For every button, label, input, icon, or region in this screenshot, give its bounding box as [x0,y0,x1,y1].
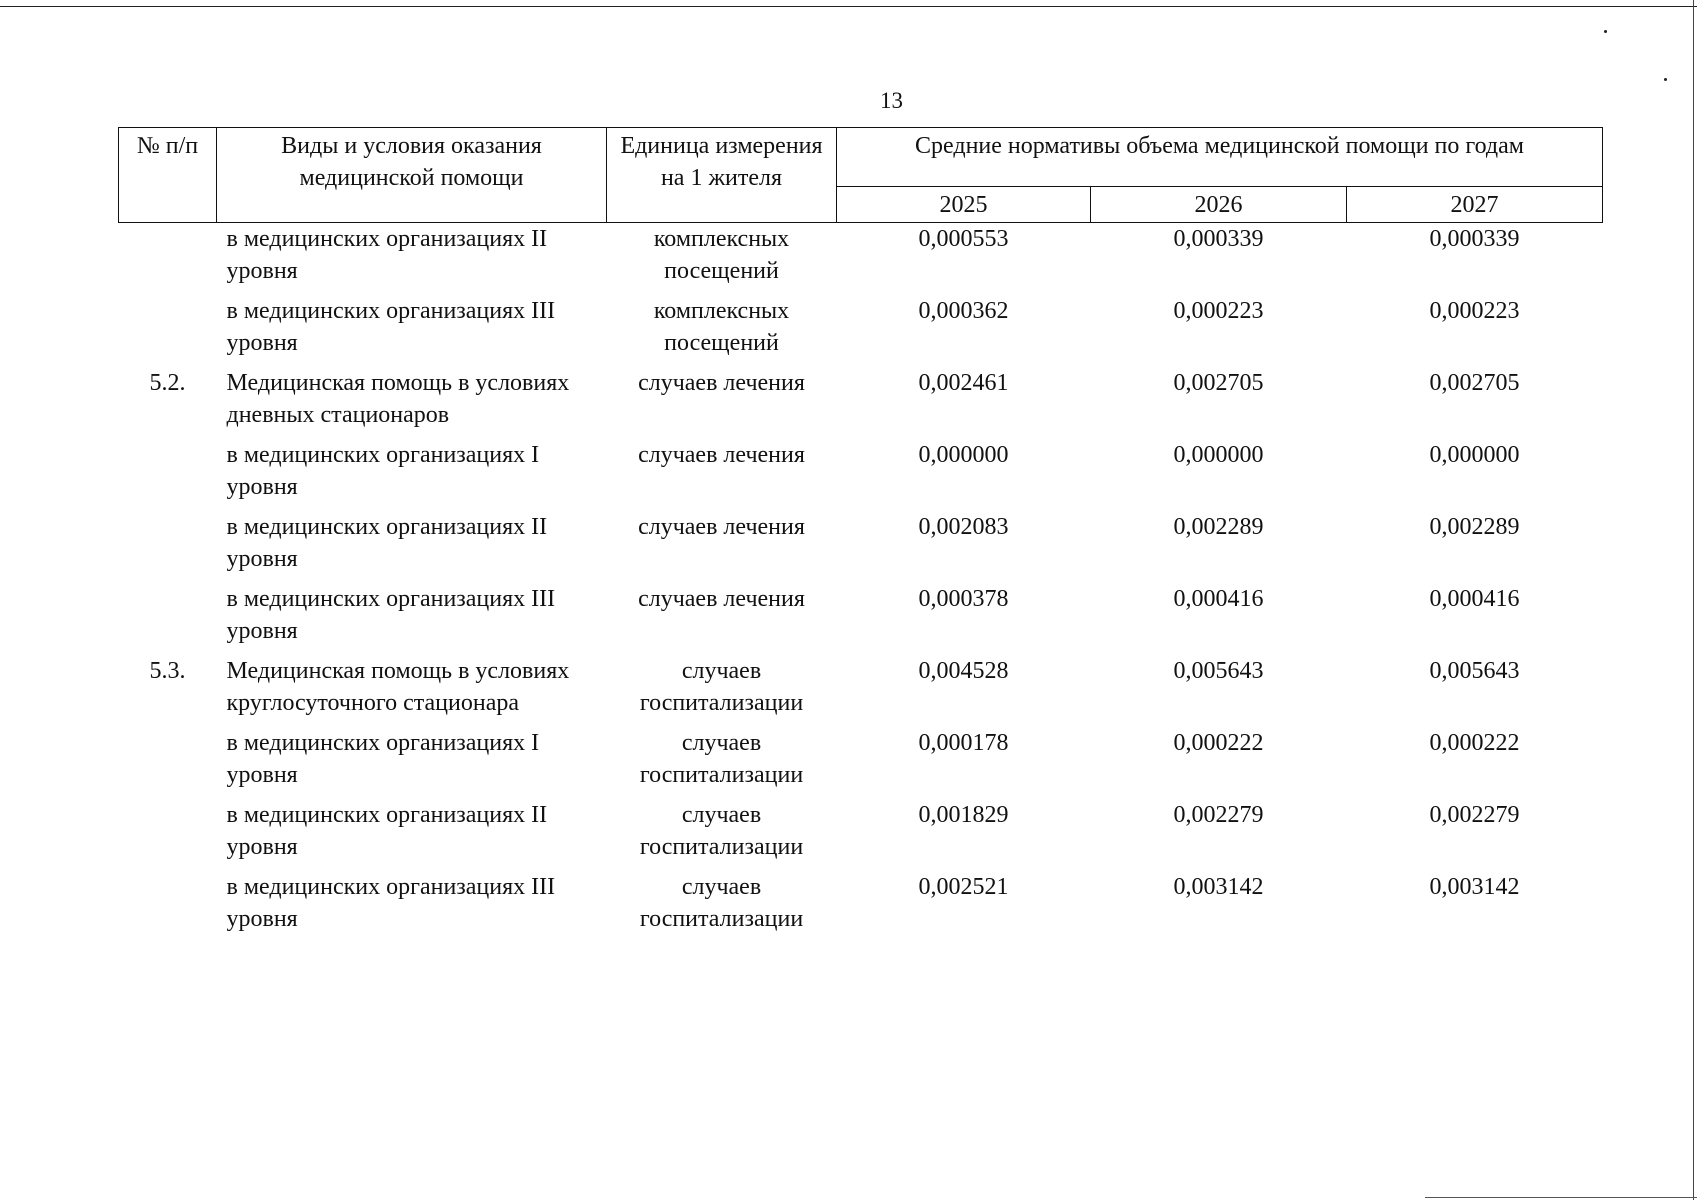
table-row [119,727,1603,799]
row-name: в медицинских организациях III уровня [226,586,556,644]
row-number [119,583,217,655]
value-2027: 0,000416 [1429,586,1520,612]
row-name: в медицинских организациях III уровня [226,874,556,932]
value-2025: 0,004528 [918,658,1009,684]
header-year-2025: 2025 [837,187,1091,223]
row-name: в медицинских организациях I уровня [226,730,540,788]
value-2026: 0,000339 [1173,226,1264,252]
header-group: Средние нормативы объема медицинской помощи по годам [837,128,1603,187]
value-2025: 0,000000 [918,442,1009,468]
header-name: Виды и условия оказания медицинской помощи [217,128,607,223]
value-2026: 0,002289 [1173,514,1264,540]
row-unit: случаев лечения [638,442,805,468]
value-2026: 0,000416 [1173,586,1264,612]
header-num: № п/п [119,128,217,223]
table-row [119,295,1603,367]
row-number [119,511,217,583]
value-2027: 0,000339 [1429,226,1520,252]
row-name: Медицинская помощь в условиях круглосуточного стационара [226,658,570,716]
row-name: в медицинских организациях II уровня [226,226,548,284]
row-unit: случаев лечения [638,586,805,612]
value-2027: 0,005643 [1429,658,1520,684]
table-body [119,223,1603,944]
header-unit: Единица измерения на 1 жителя [607,128,837,223]
value-2027: 0,002279 [1429,802,1520,828]
row-number: 5.2. [149,370,186,396]
row-name: в медицинских организациях III уровня [226,298,556,356]
value-2025: 0,000178 [918,730,1009,756]
row-name: в медицинских организациях I уровня [226,442,540,500]
table-row [119,439,1603,511]
value-2027: 0,002705 [1429,370,1520,396]
row-unit: случаев лечения [638,514,805,540]
row-number: 5.3. [149,658,186,684]
scan-edge-top [0,6,1697,7]
row-unit: случаев госпитализации [639,802,804,860]
table-row [119,367,1603,439]
row-number [119,295,217,367]
row-number [119,727,217,799]
value-2026: 0,002279 [1173,802,1264,828]
value-2026: 0,003142 [1173,874,1264,900]
value-2026: 0,000222 [1173,730,1264,756]
row-number [119,439,217,511]
value-2025: 0,002461 [918,370,1009,396]
row-name: в медицинских организациях II уровня [226,514,548,572]
table-row [119,223,1603,296]
header-year-2026: 2026 [1091,187,1347,223]
row-name: в медицинских организациях II уровня [226,802,548,860]
row-unit: случаев госпитализации [639,658,804,716]
row-unit: случаев госпитализации [639,874,804,932]
table-row [119,655,1603,727]
value-2027: 0,000000 [1429,442,1520,468]
row-number [119,223,217,296]
value-2026: 0,000223 [1173,298,1264,324]
value-2025: 0,001829 [918,802,1009,828]
scan-edge-bottom [1425,1197,1697,1198]
value-2025: 0,002083 [918,514,1009,540]
value-2027: 0,000223 [1429,298,1520,324]
row-name: Медицинская помощь в условиях дневных стационаров [226,370,570,428]
value-2025: 0,000362 [918,298,1009,324]
value-2026: 0,000000 [1173,442,1264,468]
value-2025: 0,002521 [918,874,1009,900]
row-unit: случаев госпитализации [639,730,804,788]
value-2025: 0,000378 [918,586,1009,612]
table-row [119,871,1603,943]
value-2027: 0,003142 [1429,874,1520,900]
value-2026: 0,002705 [1173,370,1264,396]
value-2025: 0,000553 [918,226,1009,252]
table-row [119,583,1603,655]
row-unit: комплексных посещений [653,298,790,356]
scan-speck [1604,30,1607,33]
value-2027: 0,002289 [1429,514,1520,540]
scan-edge-right [1693,0,1694,1200]
page-number: 13 [880,88,903,113]
row-unit: случаев лечения [638,370,805,396]
row-number [119,871,217,943]
norms-table [118,127,1603,943]
value-2027: 0,000222 [1429,730,1520,756]
table-row [119,511,1603,583]
table-row [119,799,1603,871]
row-unit: комплексных посещений [653,226,790,284]
scan-speck [1664,78,1667,81]
row-number [119,799,217,871]
value-2026: 0,005643 [1173,658,1264,684]
header-year-2027: 2027 [1347,187,1603,223]
